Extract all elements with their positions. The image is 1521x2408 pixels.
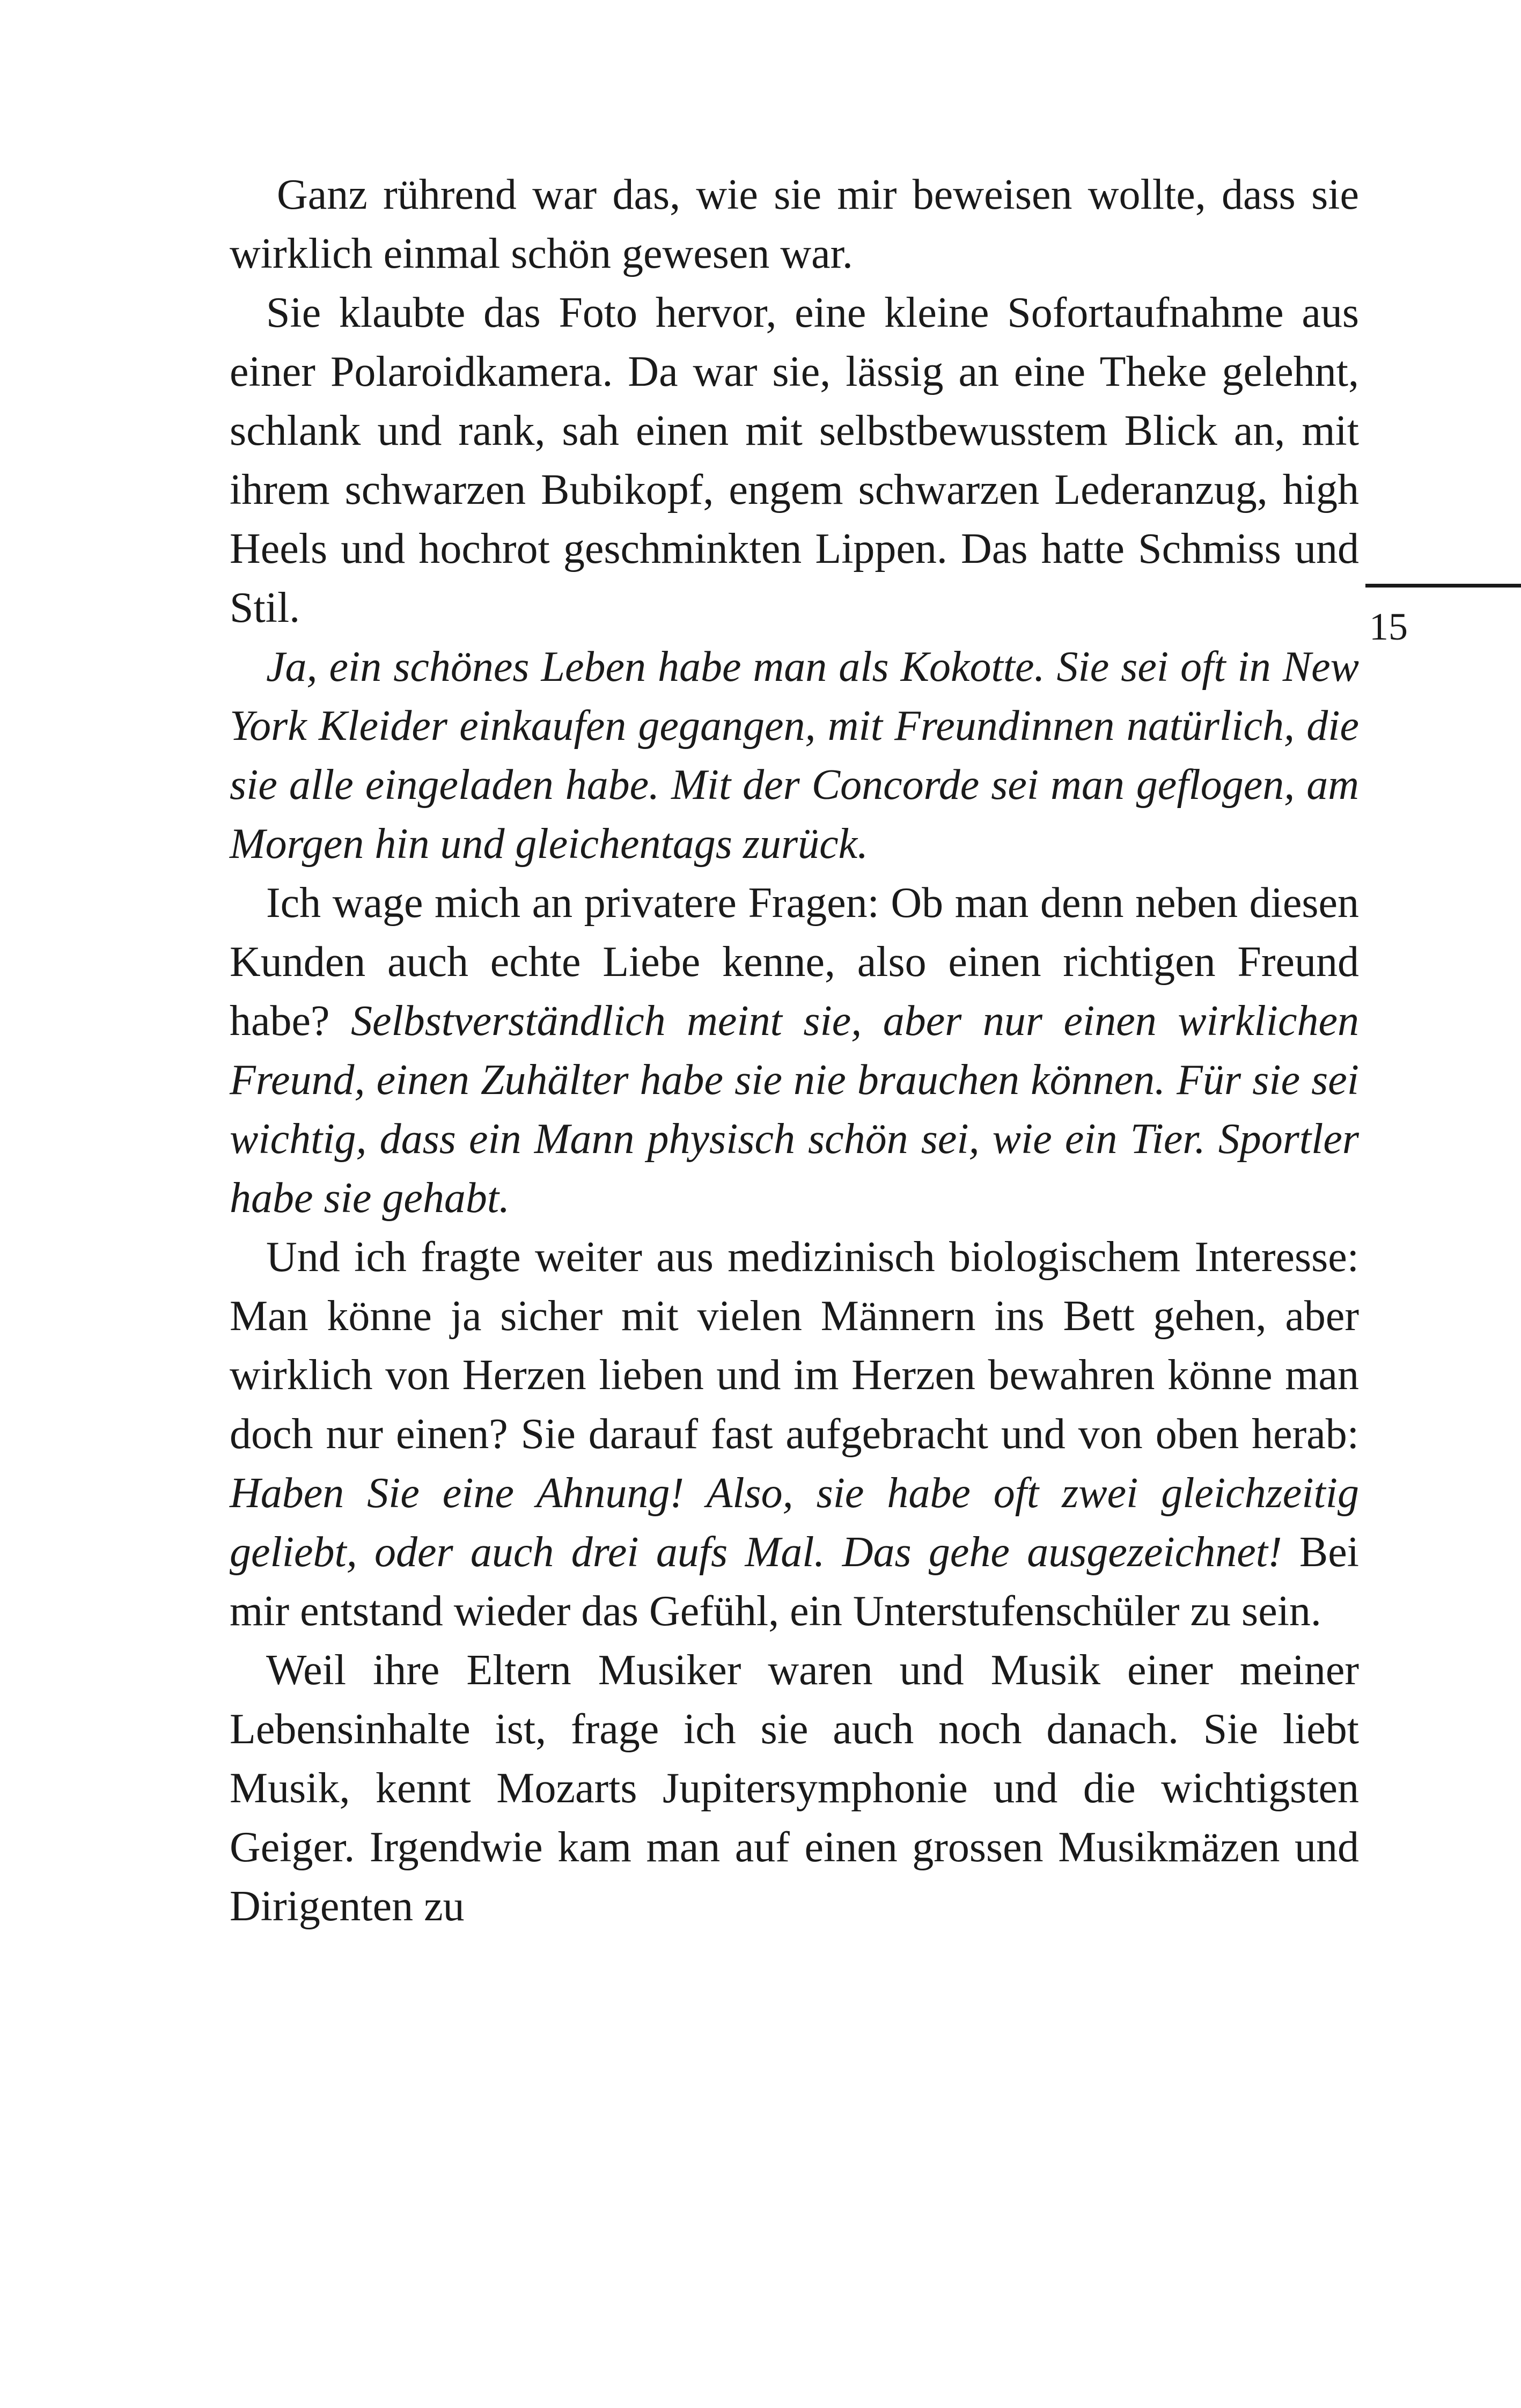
paragraph bbox=[230, 1228, 1359, 1641]
italic-run: Haben Sie eine Ahnung! Also, sie habe oft zwei gleichzeitig geliebt, oder auch drei aufs Mal. Das gehe ausgezeichnet! bbox=[230, 1470, 1359, 1576]
text-run: Und ich fragte weiter aus medizinisch biologischem Interesse: Man könne ja sicher mit vielen Männern ins Bett gehen, aber wirklich von Herzen lieben und im Herzen bewahren könne man doch nur einen? Sie darauf fast aufgebracht und von oben herab: bbox=[230, 1234, 1359, 1458]
text-run: Ganz rührend war das, wie sie mir beweisen wollte, dass sie wirklich einmal schön gewesen war. bbox=[230, 171, 1359, 277]
italic-run: Ja, ein schönes Leben habe man als Kokotte. Sie sei oft in New York Kleider einkaufen gegangen, mit Freundinnen natürlich, die sie alle eingeladen habe. Mit der Concorde sei man geflogen, am Morgen hin und gleichentags zurück. bbox=[230, 643, 1359, 868]
italic-run: Selbstverständlich meint sie, aber nur einen wirklichen Freund, einen Zuhälter habe sie nie brauchen können. Für sie sei wichtig, dass ein Mann physisch schön sei, wie ein Tier. Sportler habe sie gehabt. bbox=[230, 997, 1360, 1222]
paragraph bbox=[230, 1641, 1359, 1936]
paragraph bbox=[230, 165, 1359, 283]
paragraph bbox=[230, 873, 1359, 1228]
page-number-rule bbox=[1365, 584, 1521, 588]
page-number: 15 bbox=[1369, 605, 1408, 648]
text-run: Ich wage mich an privatere Fragen: Ob man denn neben diesen Kunden auch echte Liebe kenne, also einen richtigen Freund habe? bbox=[230, 879, 1359, 1045]
paragraph bbox=[230, 637, 1359, 873]
text-run: Weil ihre Eltern Musiker waren und Musik einer meiner Lebensinhalte ist, frage ich sie auch noch danach. Sie liebt Musik, kennt Mozarts Jupitersymphonie und die wichtigsten Geiger. Irgendwie kam man auf einen grossen Musikmäzen und Dirigenten zu bbox=[230, 1647, 1359, 1930]
text-run: Bei mir entstand wieder das Gefühl, ein Unterstufenschüler zu sein. bbox=[230, 1529, 1360, 1635]
paragraph bbox=[230, 283, 1359, 637]
text-run: Sie klaubte das Foto hervor, eine kleine Sofortaufnahme aus einer Polaroidkamera. Da war sie, lässig an eine Theke gelehnt, schlank und rank, sah einen mit selbstbewusstem Blick an, mit ihrem schwarzen Bubikopf, engem schwarzen Lederanzug, high Heels und hochrot geschminkten Lippen. Das hatte Schmiss und Stil. bbox=[230, 289, 1359, 632]
body-text bbox=[230, 165, 1359, 1936]
